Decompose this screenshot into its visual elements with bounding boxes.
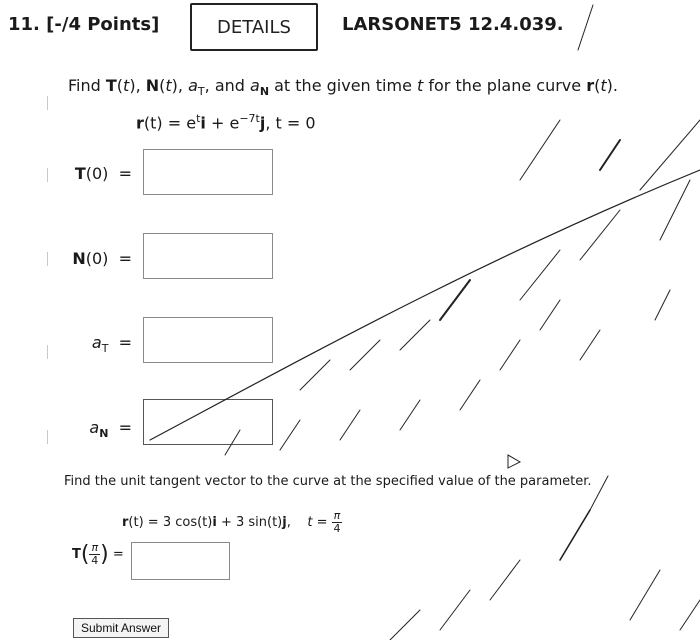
- details-button[interactable]: DETAILS: [190, 3, 318, 51]
- submit-answer-button[interactable]: Submit Answer: [73, 618, 169, 638]
- curve-equation: $r(t) = e^ti + e^{-7t}j$, t = 0: [136, 112, 316, 133]
- aN-answer-input[interactable]: [143, 399, 273, 445]
- question-header: [8, 14, 159, 35]
- curve-equation-2: r(t) = 3 cos(t)i + 3 sin(t)j, t = $\frac{\pi}{4}$: [122, 509, 341, 535]
- T-pi-over-4-label: T ( $\frac{\pi}{4}$ ) =: [72, 541, 124, 567]
- unit-tangent-answer-input[interactable]: [131, 542, 230, 580]
- margin-line: [47, 96, 48, 110]
- N0-label: N(0) =: [72, 249, 132, 268]
- question-prompt-2: Find the unit tangent vector to the curve at the specified value of the parameter.: [64, 474, 592, 489]
- margin-line: [47, 168, 48, 182]
- T0-label: T(0) =: [74, 164, 132, 183]
- N0-answer-input[interactable]: [143, 233, 273, 279]
- problem-reference: LARSONET5 12.4.039.: [342, 14, 564, 35]
- question-number: 11.: [8, 14, 40, 35]
- points-label: [-/4 Points]: [46, 14, 160, 35]
- margin-line: [47, 345, 48, 359]
- question-prompt: Find T(t), N(t), $a_T$, and $a_N$ at the given time t for the plane curve r(t).: [68, 76, 618, 99]
- T0-answer-input[interactable]: [143, 149, 273, 195]
- aT-label: $a_T$ =: [91, 333, 132, 356]
- aN-label: $a_N$ =: [89, 418, 132, 441]
- aT-answer-input[interactable]: [143, 317, 273, 363]
- parameter-fraction: $\frac{\pi}{4}$: [333, 509, 341, 535]
- margin-line: [47, 252, 48, 266]
- margin-line: [47, 430, 48, 444]
